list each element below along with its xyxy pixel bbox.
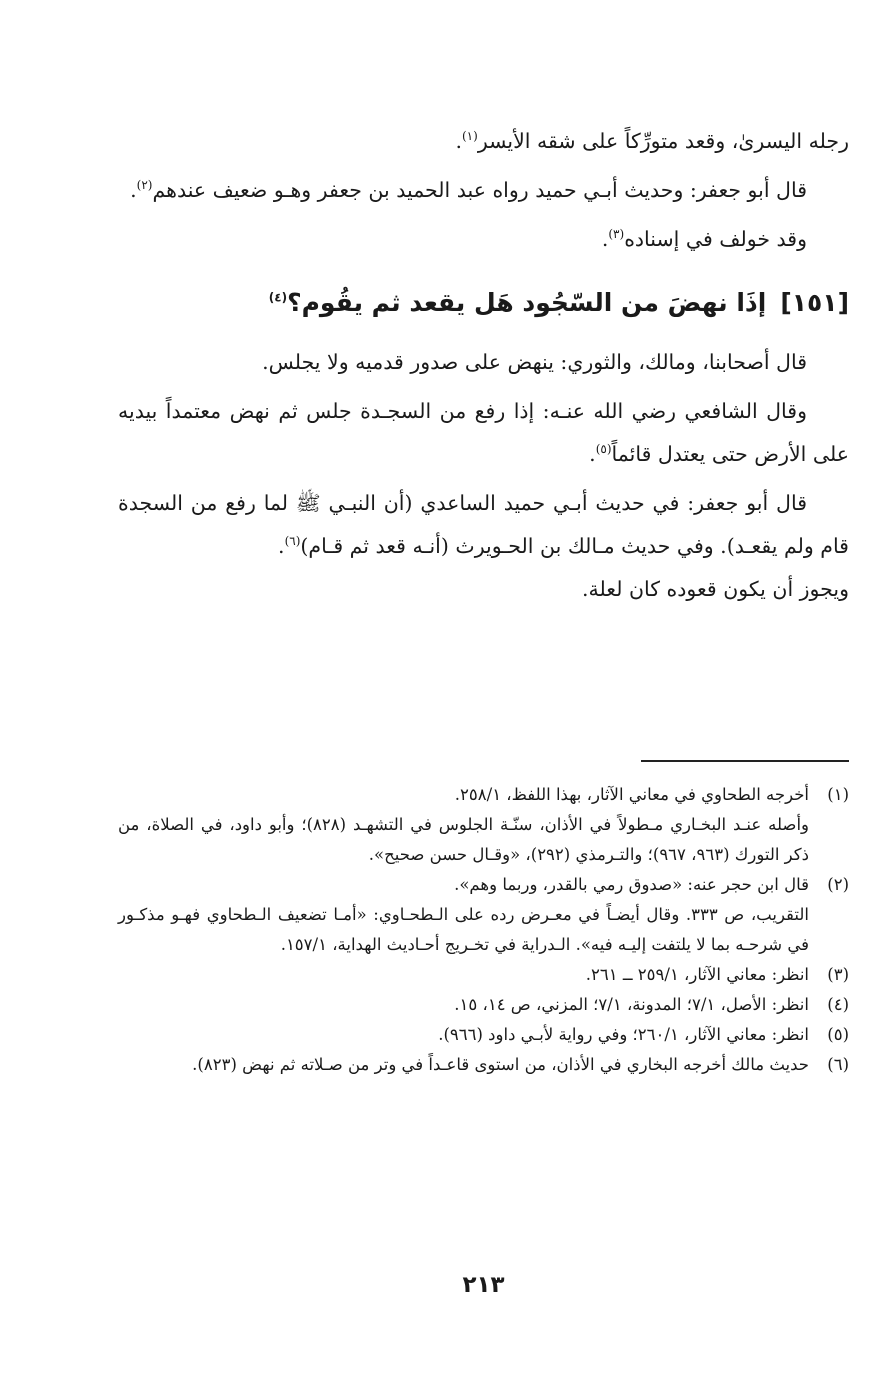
footnote-ref: (٤) — [268, 290, 288, 305]
footnote-2 — [118, 870, 849, 960]
page-number: ٢١٣ — [462, 1272, 505, 1298]
footnotes — [118, 780, 849, 1080]
footnote-text: انظر: الأصل، ٧/١؛ المدونة، ٧/١؛ المزني، ص ١٤، ١٥. — [454, 995, 809, 1014]
footnote-3 — [118, 960, 849, 990]
footnote-text: التقريب، ص ٣٣٣. وقال أيضـاً في معـرض رده على الـطحـاوي: «أمـا تضعيف الـطحاوي فهـو مذكـور في شرحـه بما لا يلتفت إليـه فيه». الـدراية في تخـريج أحـاديث الهداية، ١٥٧/١. — [118, 905, 809, 954]
footnote-text: انظر: معاني الآثار، ٢٥٩/١ ــ ٢٦١. — [585, 965, 809, 984]
footnote-separator — [641, 760, 849, 762]
footnote-text: انظر: معاني الآثار، ٢٦٠/١؛ وفي رواية لأبـي داود (٩٦٦). — [438, 1025, 809, 1044]
main-text — [118, 0, 849, 611]
footnote-ref: (٦) — [284, 534, 301, 549]
footnote-number: (٥) — [827, 1025, 849, 1044]
paragraph-4: قال أصحابنا، ومالك، والثوري: ينهض على صدور قدميه ولا يجلس. — [262, 350, 807, 374]
paragraph-5: وقال الشافعي رضي الله عنـه: إذا رفع من السجـدة جلس ثم نهض معتمداً بيديه على الأرض حتى يعتدل قائماً$^{(٥)}$. — [118, 399, 849, 466]
footnote-1 — [118, 780, 849, 870]
footnote-ref: (٣) — [608, 227, 625, 242]
paragraph-1: رجله اليسرىٰ، وقعد متورِّكاً على شقه الأيسر$^{(١)}$. — [455, 129, 849, 153]
footnote-ref: (٥) — [595, 442, 612, 457]
paragraph-6: قال أبو جعفر: في حديث أبـي حميد الساعدي (أن النبـي ﷺ لما رفع من السجدة قام ولم يقعـد). وفي حديث مـالك بن الحـويرث (أنـه قعد ثم قـام)$^{(٦)}$. — [118, 491, 849, 558]
section-number: [١٥١] — [780, 288, 849, 317]
footnote-number: (١) — [827, 785, 849, 804]
footnote-text: أخرجه الطحاوي في معاني الآثار، بهذا اللفظ، ٢٥٨/١. — [454, 785, 809, 804]
footnote-number: (٤) — [827, 995, 849, 1014]
footnote-text: قال ابن حجر عنه: «صدوق رمي بالقدر، وربما وهم». — [454, 875, 809, 894]
paragraph-2: قال أبو جعفر: وحديث أبـي حميد رواه عبد الحميد بن جعفر وهـو ضعيف عندهم$^{(٢)}$. — [130, 178, 807, 202]
paragraph-7: ويجوز أن يكون قعوده كان لعلة. — [582, 577, 849, 601]
section-heading — [118, 283, 849, 323]
page — [118, 0, 849, 1383]
footnote-4 — [118, 990, 849, 1020]
footnote-number: (٦) — [827, 1055, 849, 1074]
footnote-6 — [118, 1050, 849, 1080]
footnote-5 — [118, 1020, 849, 1050]
footnote-number: (٢) — [827, 875, 849, 894]
footnote-ref: (١) — [461, 129, 478, 144]
footnote-text: حديث مالك أخرجه البخاري في الأذان، من استوى قاعـداً في وتر من صـلاته ثم نهض (٨٢٣). — [192, 1055, 809, 1074]
section-title: إذَا نهضَ من السّجُود هَل يقعد ثم يقُوم؟ — [287, 288, 767, 317]
footnote-text: وأصله عنـد البخـاري مـطولاً في الأذان، سنّـة الجلوس في التشهـد (٨٢٨)؛ وأبو داود، في الصلاة، من ذكر التورك (٩٦٣، ٩٦٧)؛ والتـرمذي (٢٩٢)، «وقـال حسن صحيح». — [118, 815, 809, 864]
footnote-number: (٣) — [827, 965, 849, 984]
footnote-ref: (٢) — [136, 178, 153, 193]
paragraph-3: وقد خولف في إسناده$^{(٣)}$. — [601, 227, 807, 251]
